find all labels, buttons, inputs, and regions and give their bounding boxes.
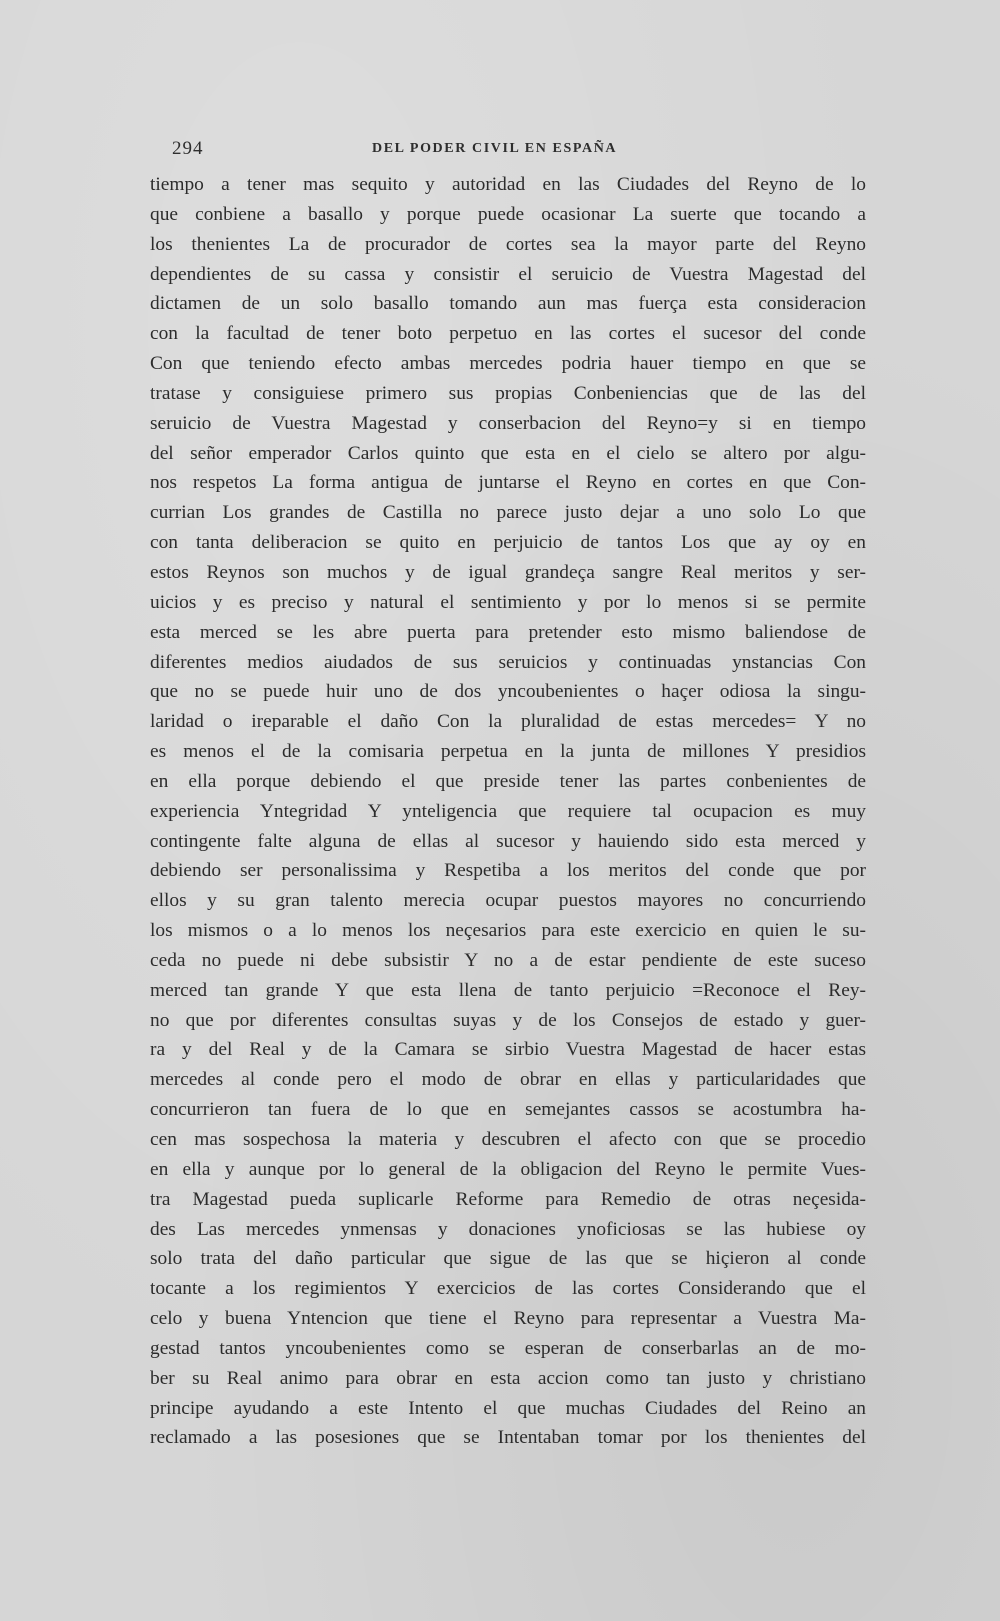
text-line: estos Reynos son muchos y de igual grandeça sangre Real meritos y ser- [150,561,866,583]
text-line: que no se puede huir uno de dos yncoubenientes o haçer odiosa la singu- [150,681,866,703]
text-line: currian Los grandes de Castilla no parece justo dejar a uno solo Lo que [150,502,866,524]
text-line: los mismos o a lo menos los neçesarios para este exercicio en quien le su- [150,920,866,942]
text-line: experiencia Yntegridad Y ynteligencia que requiere tal ocupacion es muy [150,800,866,822]
text-line: ceda no puede ni debe subsistir Y no a de estar pendiente de este suceso [150,949,866,971]
text-line: nos respetos La forma antigua de juntarse el Reyno en cortes en que Con- [150,472,866,494]
text-line: esta merced se les abre puerta para pretender esto mismo baliendose de [150,621,866,643]
text-line: los thenientes La de procurador de cortes sea la mayor parte del Reyno [150,233,866,255]
text-line: principe ayudando a este Intento el que muchas Ciudades del Reino an [150,1397,866,1419]
text-line: diferentes medios aiudados de sus seruicios y continuadas ynstancias Con [150,651,866,673]
text-line: reclamado a las posesiones que se Intentaban tomar por los thenientes del [150,1427,866,1449]
text-line: con la facultad de tener boto perpetuo en las cortes el sucesor del conde [150,323,866,345]
text-line: uicios y es preciso y natural el sentimiento y por lo menos si se permite [150,591,866,613]
text-line: es menos el de la comisaria perpetua en la junta de millones Y presidios [150,741,866,763]
text-line: del señor emperador Carlos quinto que esta en el cielo se altero por algu- [150,442,866,464]
text-line: dictamen de un solo basallo tomando aun mas fuerça esta consideracion [150,293,866,315]
text-line: tiempo a tener mas sequito y autoridad en las Ciudades del Reyno de lo [150,174,866,195]
text-line: ra y del Real y de la Camara se sirbio Vuestra Magestad de hacer estas [150,1039,866,1061]
text-line: gestad tantos yncoubenientes como se esperan de conserbarlas an de mo- [150,1337,866,1359]
text-line: ber su Real animo para obrar en esta accion como tan justo y christiano [150,1367,866,1389]
text-line: contingente falte alguna de ellas al sucesor y hauiendo sido esta merced y [150,830,866,852]
page-number: 294 [172,138,204,159]
text-line: seruicio de Vuestra Magestad y conserbacion del Reyno=y si en tiempo [150,412,866,434]
text-line: tratase y consiguiese primero sus propias Conbeniencias que de las del [150,382,866,404]
text-line: que conbiene a basallo y porque puede ocasionar La suerte que tocando a [150,203,866,225]
body-text [150,170,866,1453]
text-line: tocante a los regimientos Y exercicios de las cortes Considerando que el [150,1278,866,1300]
text-line: en ella y aunque por lo general de la obligacion del Reyno le permite Vues- [150,1158,866,1180]
running-title: DEL PODER CIVIL EN ESPAÑA [372,141,618,156]
text-line: dependientes de su cassa y consistir el seruicio de Vuestra Magestad del [150,263,866,285]
text-line: no que por diferentes consultas suyas y de los Consejos de estado y guer- [150,1009,866,1031]
text-line: concurrieron tan fuera de lo que en semejantes cassos se acostumbra ha- [150,1099,866,1121]
text-line: ellos y su gran talento merecia ocupar puestos mayores no concurriendo [150,890,866,912]
text-line: merced tan grande Y que esta llena de tanto perjuicio =Reconoce el Rey- [150,979,866,1001]
text-line: cen mas sospechosa la materia y descubren el afecto con que se procedio [150,1129,866,1150]
text-line: laridad o ireparable el daño Con la pluralidad de estas mercedes= Y no [150,711,866,733]
text-line: solo trata del daño particular que sigue de las que se hiçieron al conde [150,1248,866,1270]
page-header [172,138,872,162]
text-line: tra Magestad pueda suplicarle Reforme para Remedio de otras neçesida- [150,1188,866,1210]
text-line: mercedes al conde pero el modo de obrar en ellas y particularidades que [150,1069,866,1091]
text-line: debiendo ser personalissima y Respetiba a los meritos del conde que por [150,860,866,882]
text-line: Con que teniendo efecto ambas mercedes podria hauer tiempo en que se [150,353,866,375]
text-line: celo y buena Yntencion que tiene el Reyno para representar a Vuestra Ma- [150,1308,866,1330]
text-line: con tanta deliberacion se quito en perjuicio de tantos Los que ay oy en [150,532,866,554]
text-line: des Las mercedes ynmensas y donaciones ynoficiosas se las hubiese oy [150,1218,866,1240]
text-line: en ella porque debiendo el que preside tener las partes conbenientes de [150,770,866,792]
